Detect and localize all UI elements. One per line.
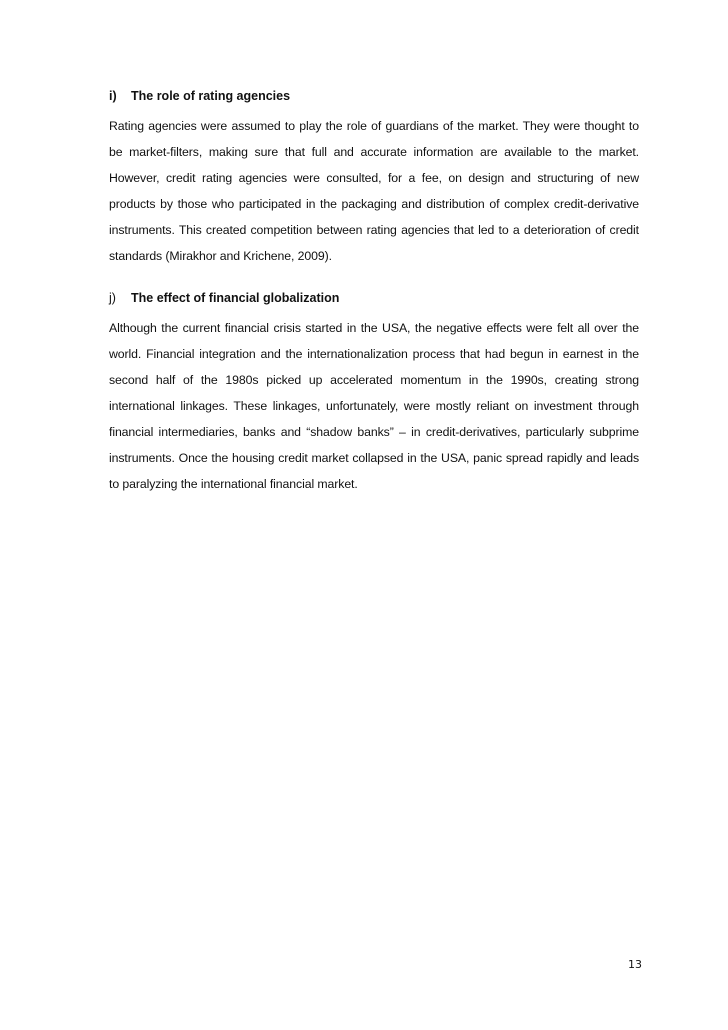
section-heading bbox=[109, 87, 639, 105]
page-number: 13 bbox=[628, 958, 642, 971]
section-heading bbox=[109, 289, 639, 307]
section-title: The role of rating agencies bbox=[131, 89, 291, 103]
section-rating-agencies bbox=[109, 87, 639, 269]
section-title: The effect of financial globalization bbox=[131, 291, 340, 305]
section-body: Although the current financial crisis started in the USA, the negative effects were felt all over the world. Financial integration and the internationalization process that had begun in earnest in the second half of the 1980s picked up accelerated momentum in the 1990s, creating strong international linkages. These linkages, unfortunately, were mostly reliant on investment through financial intermediaries, banks and “shadow banks” – in credit-derivatives, particularly subprime instruments. Once the housing credit market collapsed in the USA, panic spread rapidly and leads to paralyzing the international financial market. bbox=[109, 321, 639, 491]
section-body: Rating agencies were assumed to play the role of guardians of the market. They were thought to be market-filters, making sure that full and accurate information are available to the market. However, credit rating agencies were consulted, for a fee, on design and structuring of new products by those who participated in the packaging and distribution of complex credit-derivative instruments. This created competition between rating agencies that led to a deterioration of credit standards (Mirakhor and Krichene, 2009). bbox=[109, 119, 639, 263]
section-marker: i) bbox=[109, 89, 117, 103]
section-marker: j) bbox=[109, 291, 116, 305]
section-financial-globalization bbox=[109, 289, 639, 497]
